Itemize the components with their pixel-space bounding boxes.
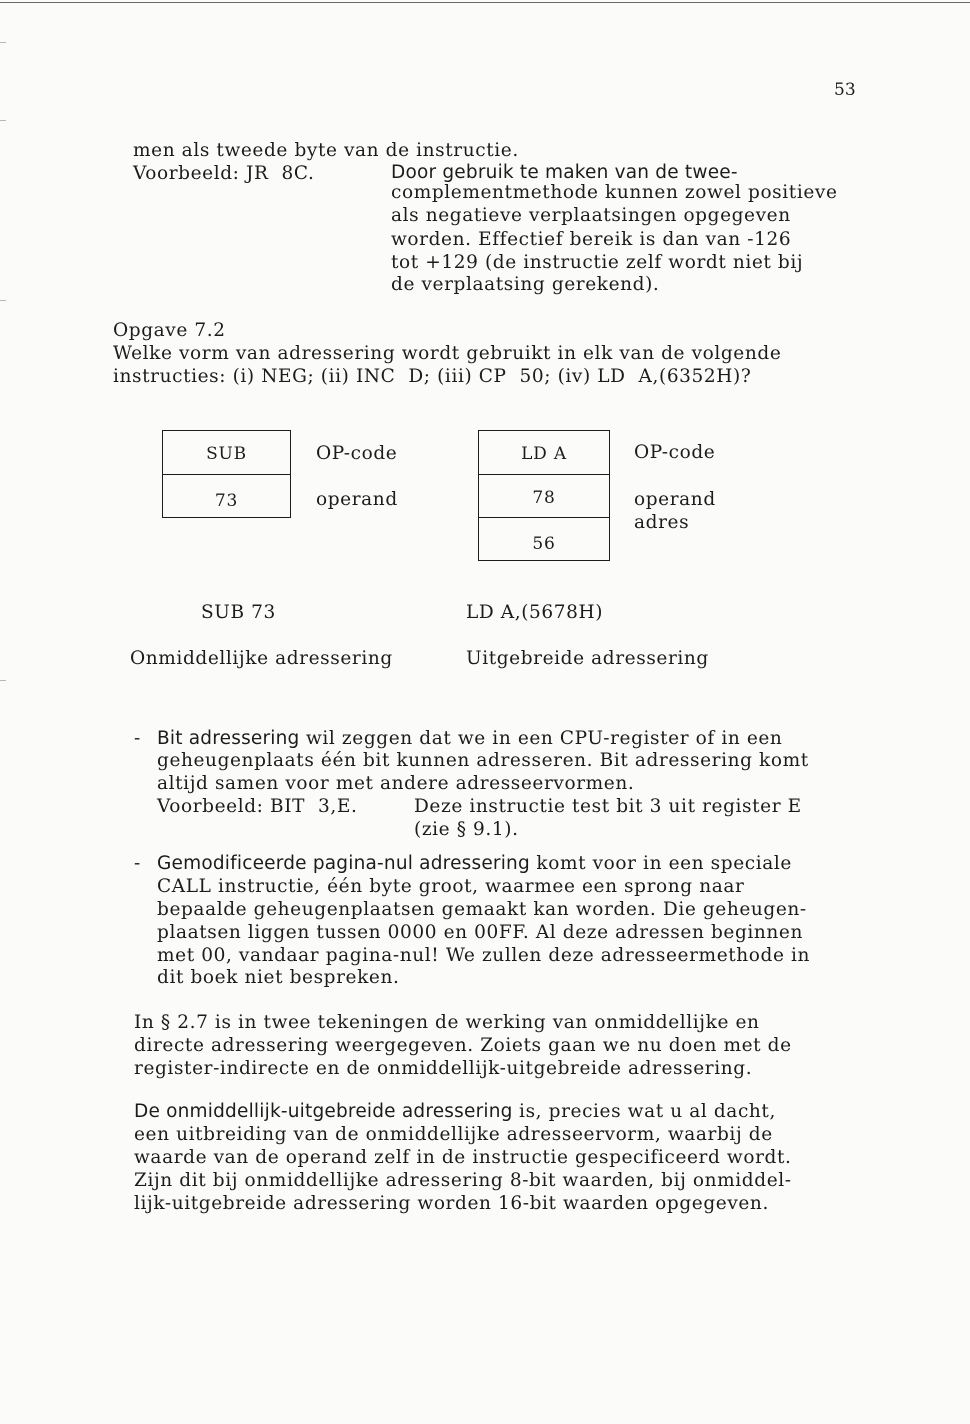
bullet-line: geheugenplaats één bit kunnen adresseren. Bit adressering komt [157,750,809,771]
operand-label: operand [634,489,716,510]
diagram-caption: Onmiddellijke adressering [130,648,393,669]
example-label: Voorbeeld: JR 8C. [133,163,315,184]
bullet-line: bepaalde geheugenplaatsen gemaakt kan worden. Die geheugen- [157,899,807,920]
example-text-line: Door gebruik te maken van de twee- [391,162,738,183]
example-text-line: de verplaatsing gerekend). [391,274,660,295]
paragraph-line: In § 2.7 is in twee tekeningen de werking van onmiddellijke en [134,1012,760,1033]
diagram-caption: Uitgebreide adressering [466,648,709,669]
opcode-cell: LD A [521,444,567,464]
bullet-dash: - [134,853,141,874]
exercise-line: Welke vorm van adressering wordt gebruikt in elk van de volgende [113,343,782,364]
exercise-line: instructies: (i) NEG; (ii) INC D; (iii) CP 50; (iv) LD A,(6352H)? [113,366,752,387]
paragraph-line: Zijn dit bij onmiddellijke adressering 8-bit waarden, bij onmiddel- [134,1170,792,1191]
paragraph-line: een uitbreiding van de onmiddellijke adresseervorm, waarbij de [134,1124,773,1145]
cell-divider [163,474,290,475]
instruction-label: SUB 73 [201,602,276,623]
bullet-line: dit boek niet bespreken. [157,967,400,988]
operand-label: operand [316,489,398,510]
paragraph-line [134,1101,776,1123]
bullet-line: plaatsen liggen tussen 0000 en 00FF. Al deze adressen beginnen [157,922,803,943]
opcode-cell: SUB [206,444,247,464]
bullet-dash: - [134,728,141,749]
bullet-line: met 00, vandaar pagina-nul! We zullen deze adresseermethode in [157,945,811,966]
bullet-rest: wil zeggen dat we in een CPU-register of in een [299,728,783,749]
bullet-example-text: Deze instructie test bit 3 uit register E [414,796,802,817]
page-number: 53 [834,80,856,100]
address-label: adres [634,512,690,533]
paragraph-line: register-indirecte en de onmiddellijk-uitgebreide adressering. [134,1058,753,1079]
bullet-line [157,853,792,875]
opcode-operand-box [162,430,291,518]
opcode-label: OP-code [634,442,716,463]
paragraph-rest: is, precies wat u al dacht, [512,1101,776,1122]
scan-edge-mark [0,680,6,681]
scan-edge-mark [0,120,6,121]
operand-high-byte-cell: 56 [532,534,556,554]
instruction-label: LD A,(5678H) [466,602,604,623]
paragraph-line: directe adressering weergegeven. Zoiets gaan we nu doen met de [134,1035,792,1056]
bullet-lead-term: Bit adressering [157,728,300,749]
example-text-line: worden. Effectief bereik is dan van -126 [391,229,792,250]
paragraph-lead-term: De onmiddellijk-uitgebreide adressering [134,1101,513,1122]
opcode-label: OP-code [316,443,398,464]
bullet-example-label: Voorbeeld: BIT 3,E. [157,796,358,817]
cell-divider [479,474,609,475]
exercise-title: Opgave 7.2 [113,320,226,341]
bullet-example-text: (zie § 9.1). [414,819,519,840]
cell-divider [479,517,609,518]
example-text-line: als negatieve verplaatsingen opgegeven [391,205,791,226]
operand-low-byte-cell: 78 [532,488,556,508]
paragraph-line: waarde van de operand zelf in de instructie gespecificeerd wordt. [134,1147,792,1168]
paragraph-line: lijk-uitgebreide adressering worden 16-bit waarden opgegeven. [134,1193,769,1214]
scan-edge-mark [0,300,6,301]
example-text-line: complementmethode kunnen zowel positieve [391,182,838,203]
intro-line: men als tweede byte van de instructie. [133,140,519,161]
operand-cell: 73 [214,491,239,511]
example-text-line: tot +129 (de instructie zelf wordt niet bij [391,252,804,273]
bullet-rest: komt voor in een speciale [529,853,792,874]
scan-top-edge [0,2,970,3]
bullet-line: altijd samen voor met andere adresseervormen. [157,773,635,794]
scan-edge-mark [0,42,6,43]
bullet-line [157,728,782,750]
bullet-line: CALL instructie, één byte groot, waarmee een sprong naar [157,876,745,897]
bullet-lead-term: Gemodificeerde pagina-nul adressering [157,853,530,874]
opcode-address-box [478,430,610,561]
